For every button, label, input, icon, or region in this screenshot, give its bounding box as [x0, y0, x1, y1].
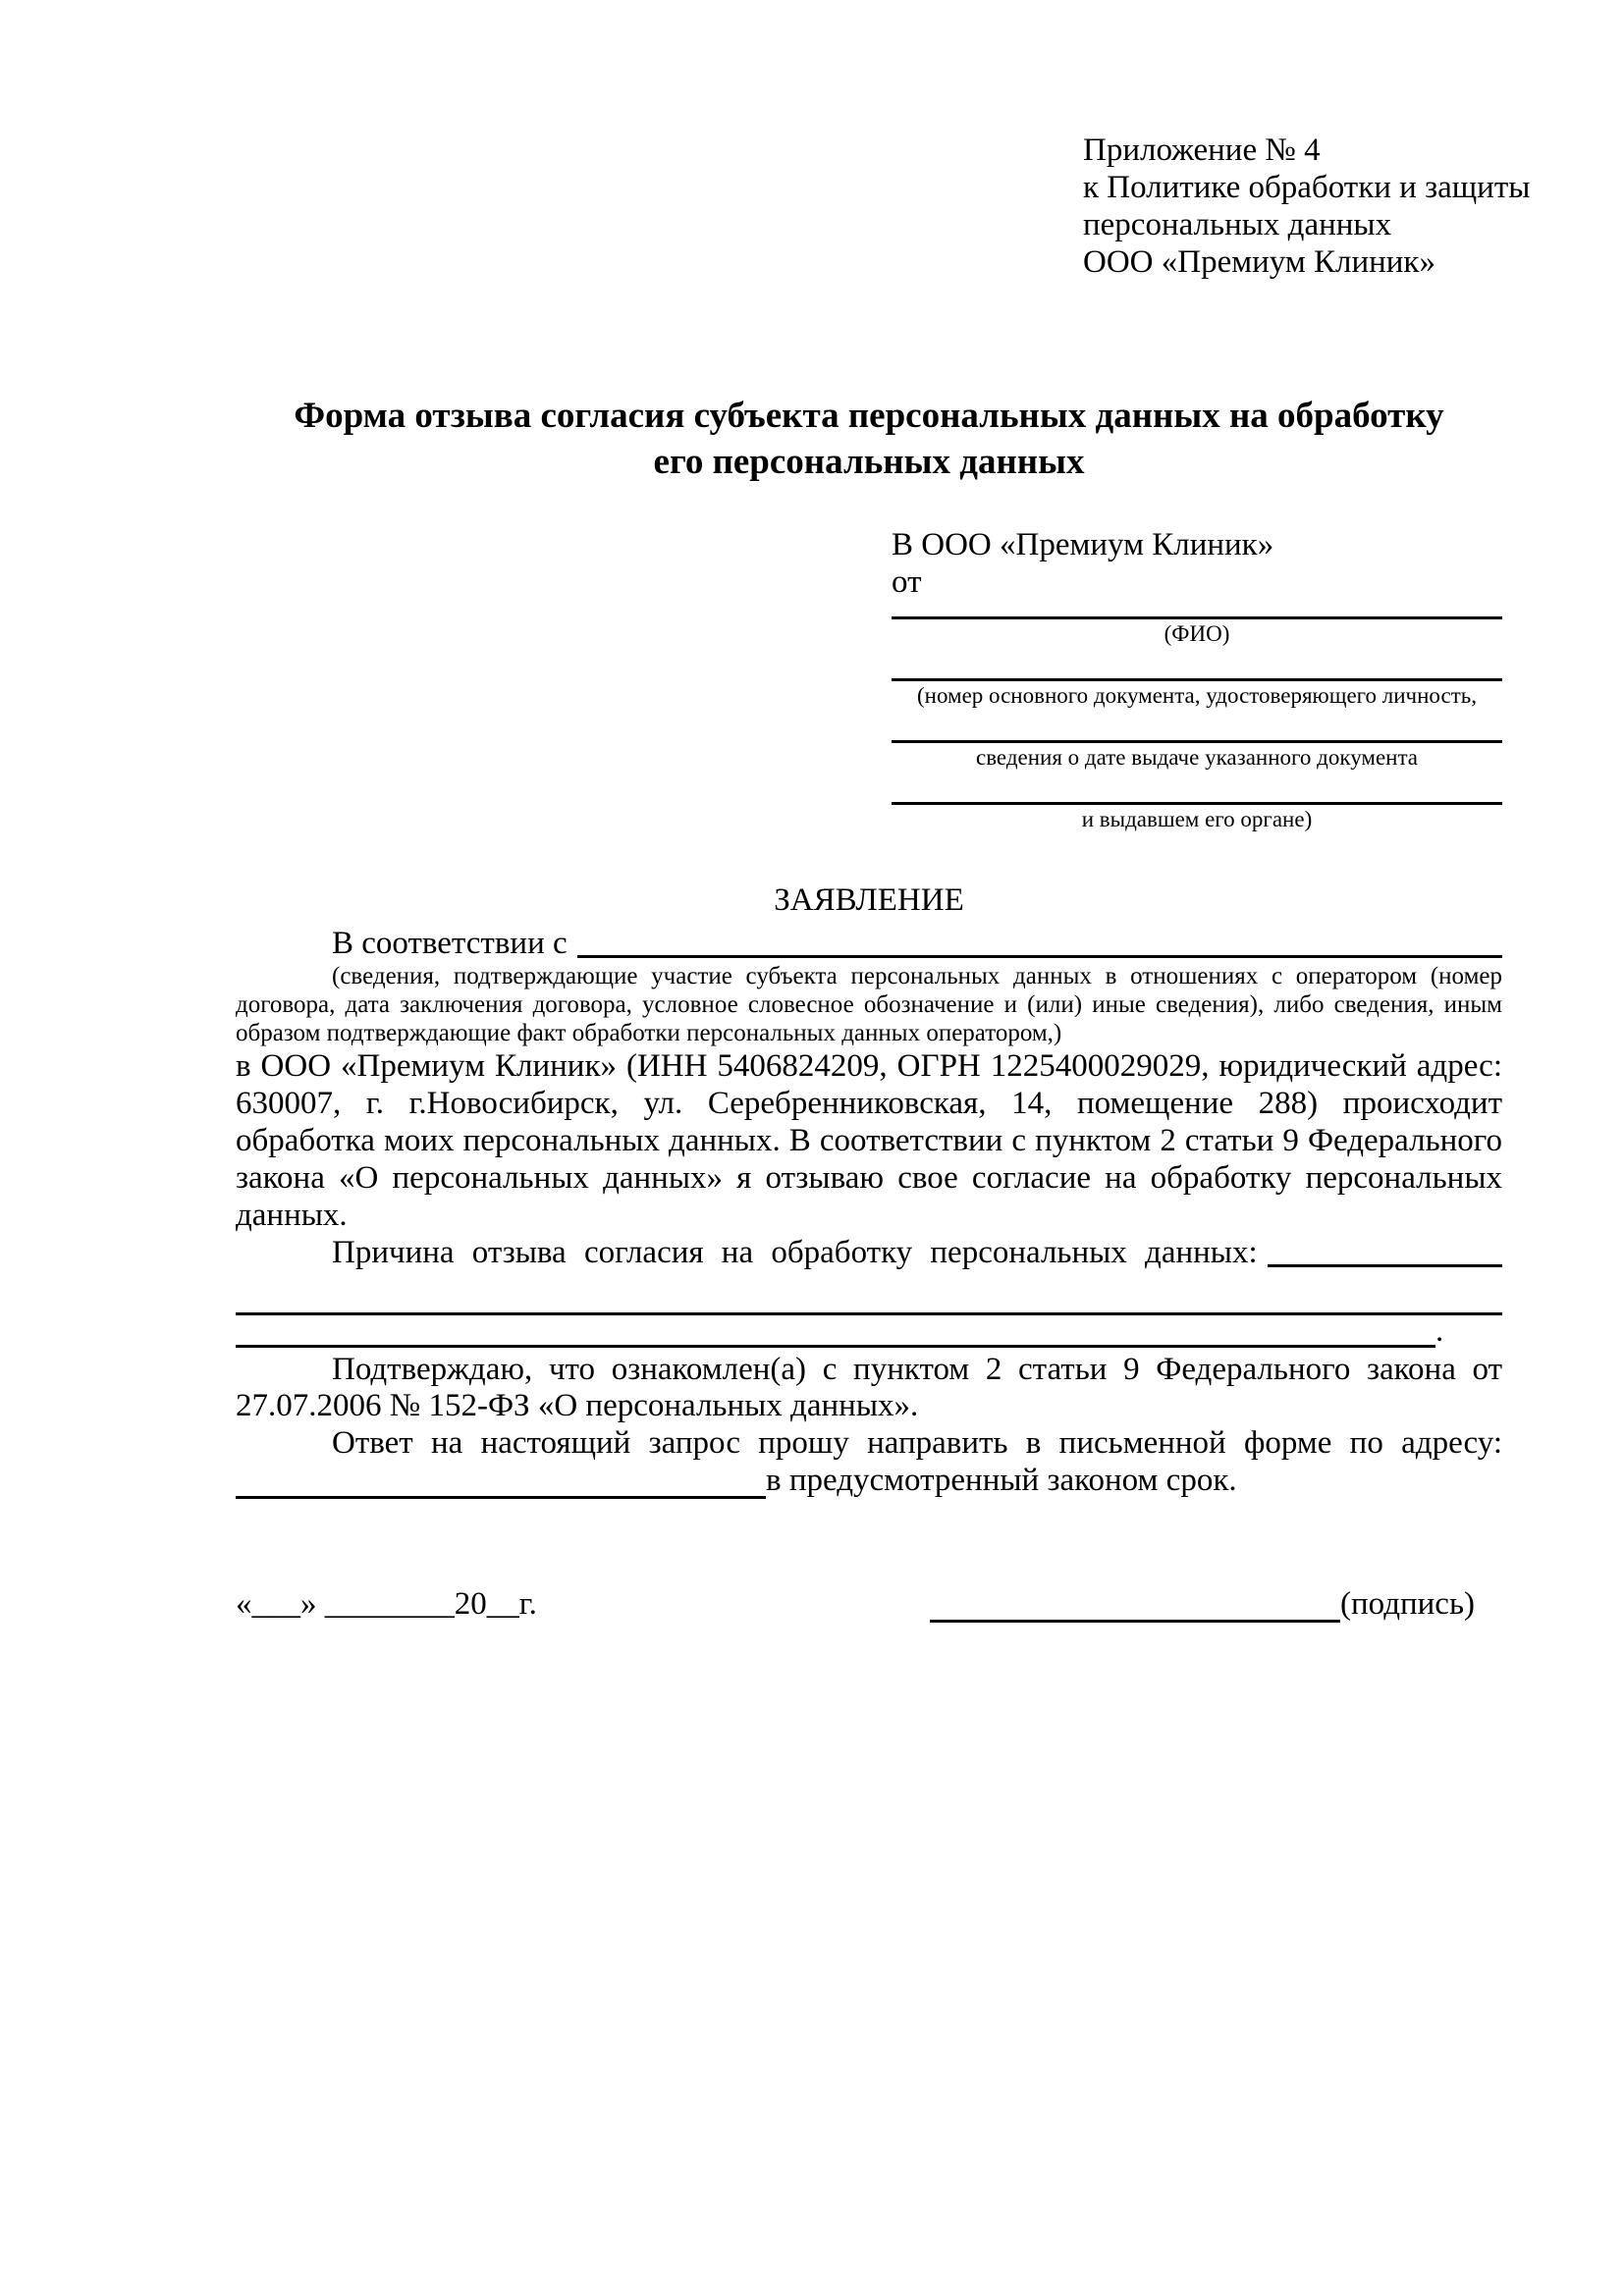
- appendix-header: [1083, 132, 1531, 281]
- intro-prefix: В соответствии с: [332, 926, 568, 961]
- date-signature-row: [236, 1585, 1502, 1623]
- document-title-line: Форма отзыва согласия субъекта персональных данных на обработку: [294, 396, 1444, 436]
- reason-blank-line-2-bar: [236, 1318, 1435, 1348]
- appendix-header-line: ООО «Премиум Клиник»: [1083, 244, 1435, 280]
- reason-blank-line-1-bar: [236, 1286, 1502, 1315]
- issuing-authority-field: [892, 786, 1502, 834]
- address-fill-line: [236, 1467, 766, 1499]
- document-title: [236, 393, 1502, 485]
- document-number-fill-line: [892, 663, 1502, 681]
- document-title-line: его персональных данных: [653, 442, 1085, 482]
- intro-caption: (сведения, подтверждающие участие субъекта персональных данных в отношениях с оператором (номер договора, дата заключения договора, условное словесное обозначение и (или) иные сведения), либо сведения, иным образом подтверждающие факт обработки персональных данных оператором,): [236, 963, 1502, 1046]
- issue-date-field: [892, 724, 1502, 773]
- date-template: «___» ________20__г.: [236, 1586, 537, 1622]
- appendix-header-line: персональных данных: [1083, 207, 1392, 242]
- confirm-paragraph: Подтверждаю, что ознакомлен(а) с пунктом 2 статьи 9 Федерального закона от 27.07.2006 № 152-ФЗ «О персональных данных».: [236, 1352, 1502, 1423]
- fio-fill-line: [892, 601, 1502, 619]
- appendix-header-line: Приложение № 4: [1083, 133, 1321, 168]
- intro-fill-line: [577, 925, 1502, 958]
- recipient-from-label: от: [892, 564, 922, 600]
- reason-blank-terminator: .: [1435, 1313, 1444, 1349]
- reason-line: [236, 1234, 1502, 1271]
- issuing-authority-fill-line: [892, 786, 1502, 805]
- main-paragraph: в ООО «Премиум Клиник» (ИНН 5406824209, ОГРН 1225400029029, юридический адрес: 630007, г. г.Новосибирск, ул. Серебренниковская, 14, помещение 288) происходит обработка моих персональных данных. В соответствии с пунктом 2 статьи 9 Федерального закона «О персональных данных» я отзываю свое согласие на обработку персональных данных.: [236, 1048, 1502, 1233]
- signature-caption: (подпись): [1340, 1586, 1475, 1622]
- recipient-to: В ООО «Премиум Клиник»: [892, 527, 1274, 562]
- reason-fill-line: [1268, 1234, 1502, 1267]
- fio-field: [892, 601, 1502, 649]
- reply-request-tail: в предусмотренный законом срок.: [766, 1463, 1237, 1498]
- reason-prefix: Причина отзыва согласия на обработку персональных данных:: [332, 1235, 1258, 1270]
- intro-line: [236, 925, 1502, 962]
- reason-blank-line-1: [236, 1283, 1502, 1315]
- signature-fill-line: [930, 1590, 1340, 1623]
- address-line: [236, 1462, 1502, 1499]
- reply-request-line: Ответ на настоящий запрос прошу направить в письменной форме по адресу:: [332, 1425, 1502, 1461]
- statement-heading: ЗАЯВЛЕНИЕ: [774, 882, 964, 918]
- reason-blank-line-2: [236, 1315, 1502, 1348]
- recipient-block: [892, 526, 1502, 834]
- issue-date-caption: сведения о дате выдаче указанного документа: [975, 745, 1419, 770]
- document-number-caption: (номер основного документа, удостоверяющего личность,: [916, 683, 1477, 708]
- signature-group: [930, 1585, 1475, 1623]
- appendix-header-line: к Политике обработки и защиты: [1083, 170, 1531, 205]
- issue-date-fill-line: [892, 724, 1502, 743]
- fio-caption: (ФИО): [1164, 621, 1230, 646]
- document-number-field: [892, 663, 1502, 711]
- issuing-authority-caption: и выдавшем его органе): [1081, 807, 1313, 831]
